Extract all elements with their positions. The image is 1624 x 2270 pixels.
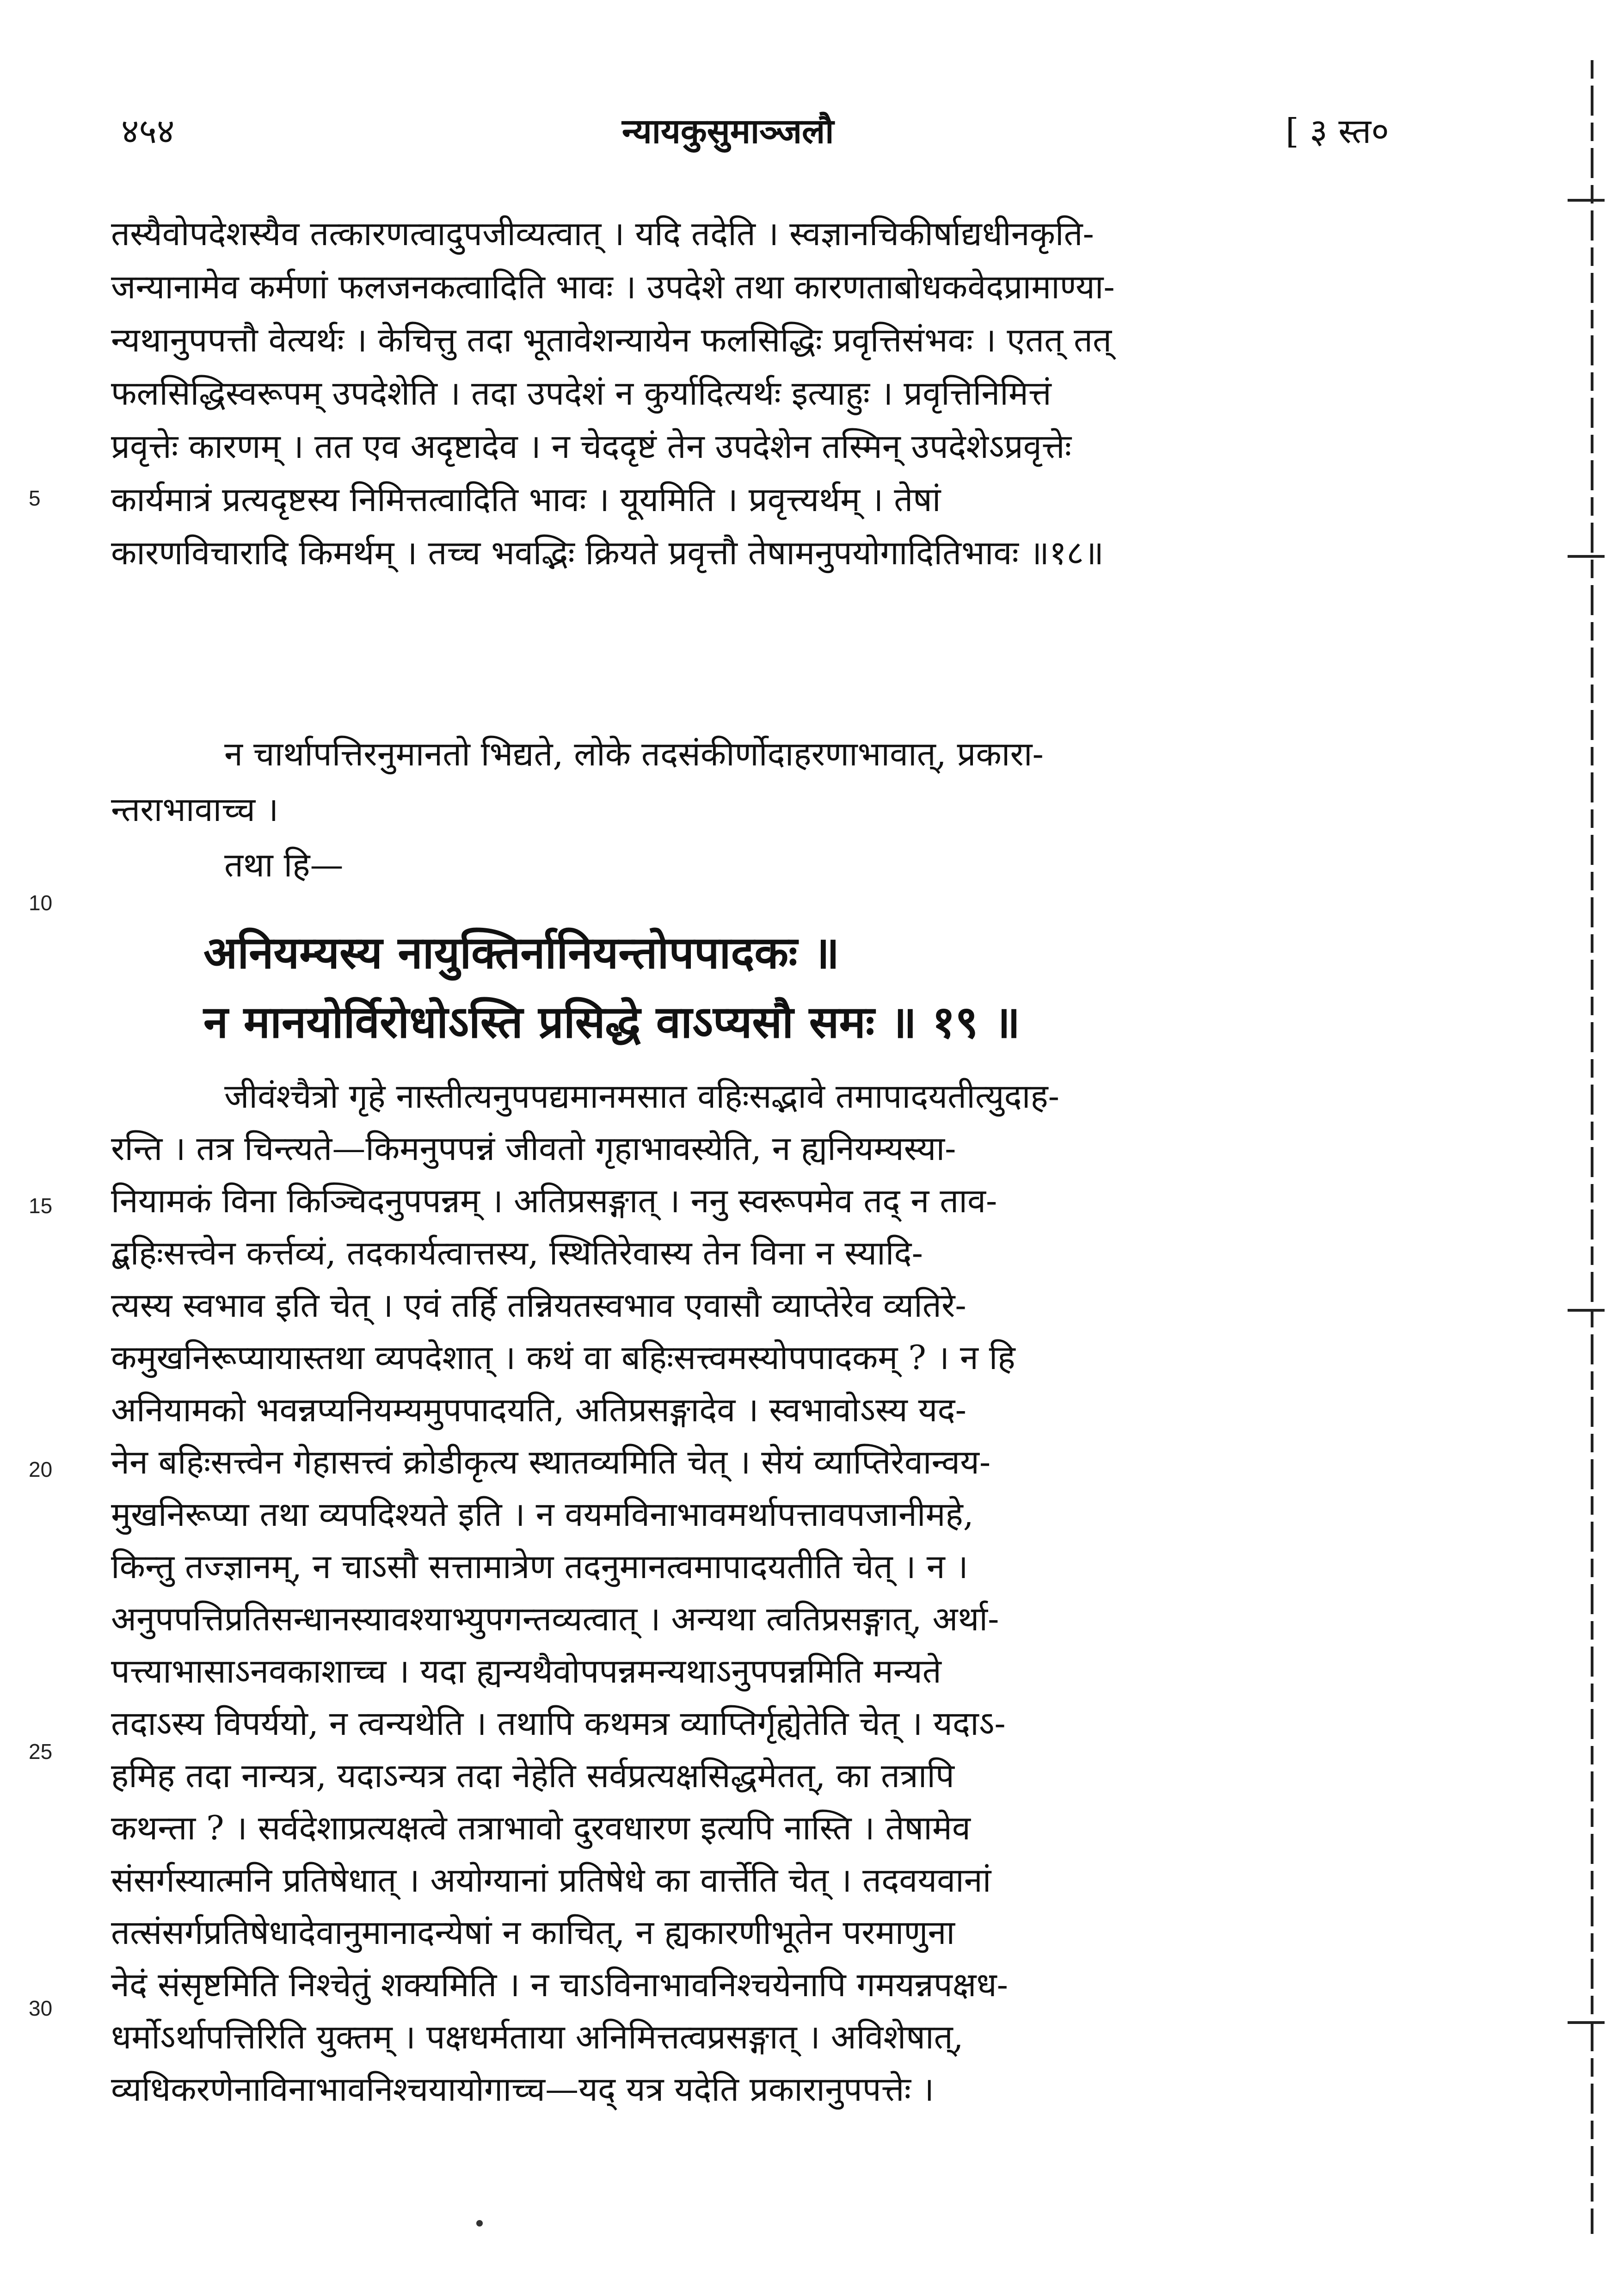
- line-number: 30: [29, 1996, 53, 2020]
- section-marker: [ ३ स्त०: [1286, 111, 1389, 151]
- ink-spot: [476, 2220, 483, 2227]
- margin-binding-line: [1591, 60, 1593, 2234]
- line-number: 15: [29, 1194, 53, 1218]
- commentary-line: हमिह तदा नान्यत्र, यदाऽन्यत्र तदा नेहेति सर्वप्रत्यक्षसिद्धमेतत्, का तत्रापि: [111, 1756, 954, 1795]
- line-number: 10: [29, 891, 53, 915]
- commentary-line: पत्त्याभासाऽनवकाशाच्च । यदा ह्यन्यथैवोपपन्नमन्यथाऽनुपपन्नमिति मन्यते: [111, 1652, 941, 1690]
- margin-tick: [1568, 199, 1605, 202]
- intro-line: तथा हि—: [224, 845, 344, 884]
- commentary-line: कथन्ता ? । सर्वदेशाप्रत्यक्षत्वे तत्राभावो दुरवधारण इत्यपि नास्ति । तेषामेव: [111, 1808, 971, 1847]
- commentary-line: नेन बहिःसत्त्वेन गेहासत्त्वं क्रोडीकृत्य स्थातव्यमिति चेत् । सेयं व्याप्तिरेवान्वय-: [111, 1443, 991, 1481]
- commentary-line: न्यथानुपपत्तौ वेत्यर्थः । केचित्तु तदा भूतावेशन्यायेन फलसिद्धिः प्रवृत्तिसंभवः । एतत् तत्: [111, 321, 1112, 359]
- page-number: ४५४: [121, 111, 175, 151]
- commentary-line: अनियामको भवन्नप्यनियम्यमुपपादयति, अतिप्रसङ्गादेव । स्वभावोऽस्य यद-: [111, 1390, 966, 1429]
- commentary-line: जीवंश्चैत्रो गृहे नास्तीत्यनुपपद्यमानमसात वहिःसद्भावे तमापादयतीत्युदाह-: [224, 1077, 1059, 1116]
- line-number: 5: [29, 486, 41, 510]
- margin-tick: [1568, 555, 1605, 558]
- commentary-line: किन्तु तज्ज्ञानम्, न चाऽसौ सत्तामात्रेण तदनुमानत्वमापादयतीति चेत् । न ।: [111, 1547, 968, 1586]
- commentary-line: तस्यैवोपदेशस्यैव तत्कारणत्वादुपजीव्यत्वात् । यदि तदेति । स्वज्ञानचिकीर्षाद्यधीनकृति-: [111, 214, 1094, 253]
- margin-tick: [1568, 2021, 1605, 2024]
- commentary-line: नियामकं विना किञ्चिदनुपपन्नम् । अतिप्रसङ्गात् । ननु स्वरूपमेव तद् न ताव-: [111, 1181, 997, 1220]
- commentary-line: धर्मोऽर्थापत्तिरिति युक्तम् । पक्षधर्मताया अनिमित्तत्वप्रसङ्गात् । अविशेषात्,: [111, 2017, 964, 2056]
- commentary-line: संसर्गस्यात्मनि प्रतिषेधात् । अयोग्यानां प्रतिषेधे का वार्त्तेति चेत् । तदवयवानां: [111, 1861, 991, 1900]
- running-title: न्यायकुसुमाञ्जलौ: [622, 111, 834, 151]
- commentary-line: तदाऽस्य विपर्ययो, न त्वन्यथेति । तथापि कथमत्र व्याप्तिर्गृह्येतेति चेत् । यदाऽ-: [111, 1704, 1006, 1743]
- commentary-line: प्रवृत्तेः कारणम् । तत एव अदृष्टादेव । न चेददृष्टं तेन उपदेशेन तस्मिन् उपदेशेऽप्रवृत्तेः: [111, 427, 1072, 466]
- commentary-line: कारणविचारादि किमर्थम् । तच्च भवद्भिः क्रियते प्रवृत्तौ तेषामनुपयोगादितिभावः ॥१८॥: [111, 533, 1104, 572]
- commentary-line: त्यस्य स्वभाव इति चेत् । एवं तर्हि तन्नियतस्वभाव एवासौ व्याप्तेरेव व्यतिरे-: [111, 1286, 966, 1325]
- commentary-line: मुखनिरूप्या तथा व्यपदिश्यते इति । न वयमविनाभावमर्थापत्तावपजानीमहे,: [111, 1495, 974, 1534]
- margin-tick: [1568, 1309, 1605, 1312]
- line-number: 20: [29, 1457, 53, 1481]
- commentary-line: कमुखनिरूप्यायास्तथा व्यपदेशात् । कथं वा बहिःसत्त्वमस्योपपादकम् ? । न हि: [111, 1338, 1015, 1377]
- intro-line: न चार्थापत्तिरनुमानतो भिद्यते, लोके तदसंकीर्णोदाहरणाभावात्, प्रकारा-: [224, 734, 1044, 773]
- verse-line: अनियम्यस्य नायुक्तिर्नानियन्तोपपादकः ॥: [203, 926, 840, 979]
- commentary-line: रन्ति । तत्र चिन्त्यते—किमनुपपन्नं जीवतो गृहाभावस्येति, न ह्यनियम्यस्या-: [111, 1129, 956, 1168]
- line-number: 25: [29, 1740, 53, 1764]
- verse-line: न मानयोर्विरोधोऽस्ति प्रसिद्धे वाऽप्यसौ समः ॥ १९ ॥: [203, 996, 1021, 1048]
- commentary-line: जन्यानामेव कर्मणां फलजनकत्वादिति भावः । उपदेशे तथा कारणताबोधकवेदप्रामाण्या-: [111, 267, 1115, 306]
- commentary-line: तत्संसर्गप्रतिषेधादेवानुमानादन्येषां न काचित्, न ह्यकारणीभूतेन परमाणुना: [111, 1913, 955, 1952]
- commentary-line: कार्यमात्रं प्रत्यदृष्टस्य निमित्तत्वादिति भावः । यूयमिति । प्रवृत्त्यर्थम् । तेषां: [111, 480, 941, 519]
- commentary-line: अनुपपत्तिप्रतिसन्धानस्यावश्याभ्युपगन्तव्यत्वात् । अन्यथा त्वतिप्रसङ्गात्, अर्था-: [111, 1599, 999, 1638]
- commentary-line: नेदं संसृष्टमिति निश्चेतुं शक्यमिति । न चाऽविनाभावनिश्चयेनापि गमयन्नपक्षध-: [111, 1965, 1008, 2004]
- commentary-line: फलसिद्धिस्वरूपम् उपदेशेति । तदा उपदेशं न कुर्यादित्यर्थः इत्याहुः । प्रवृत्तिनिमित्तं: [111, 374, 1052, 413]
- commentary-line: व्यधिकरणेनाविनाभावनिश्चयायोगाच्च—यद् यत्र यदेति प्रकारानुपपत्तेः ।: [111, 2070, 935, 2109]
- commentary-line: द्बहिःसत्त्वेन कर्त्तव्यं, तदकार्यत्वात्तस्य, स्थितिरेवास्य तेन विना न स्यादि-: [111, 1234, 923, 1272]
- intro-line: न्तराभावाच्च ।: [111, 790, 279, 829]
